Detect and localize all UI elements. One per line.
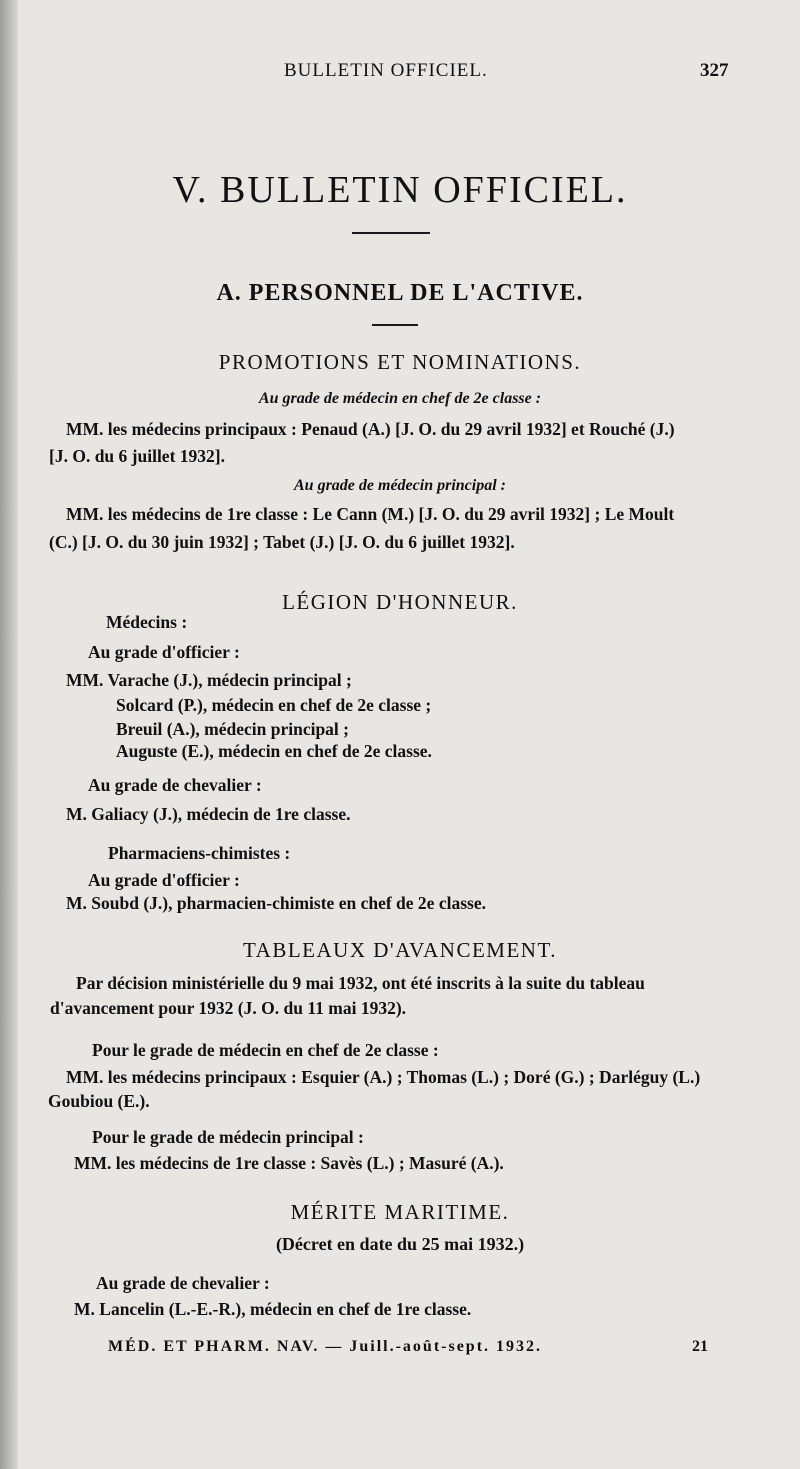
promotions-grade-1: Au grade de médecin en chef de 2e classe : — [258, 390, 542, 407]
footer-journal: MÉD. ET PHARM. NAV. — Juill.-août-sept. 1932. — [108, 1338, 543, 1355]
legion-line: M. Soubd (J.), pharmacien-chimiste en chef de 2e classe. — [66, 893, 486, 913]
legion-line: MM. Varache (J.), médecin principal ; — [66, 670, 352, 690]
promotions-heading: PROMOTIONS ET NOMINATIONS. — [218, 350, 582, 374]
tableaux-line: MM. les médecins principaux : Esquier (A.) ; Thomas (L.) ; Doré (G.) ; Darléguy (L.) — [66, 1067, 701, 1087]
merite-decret: (Décret en date du 25 mai 1932.) — [275, 1234, 525, 1254]
legion-line: Au grade de chevalier : — [88, 775, 262, 795]
legion-heading: LÉGION D'HONNEUR. — [282, 590, 518, 614]
merite-heading: MÉRITE MARITIME. — [290, 1200, 510, 1224]
tableaux-line: Pour le grade de médecin principal : — [92, 1127, 364, 1147]
legion-line: Solcard (P.), médecin en chef de 2e classe ; — [116, 695, 432, 715]
legion-line: Au grade d'officier : — [88, 870, 240, 890]
merite-line: M. Lancelin (L.-E.-R.), médecin en chef de 1re classe. — [74, 1299, 472, 1319]
section-title: V. BULLETIN OFFICIEL. — [172, 169, 628, 211]
legion-line: Breuil (A.), médecin principal ; — [116, 719, 349, 739]
footer-signature: 21 — [692, 1338, 708, 1355]
merite-line: Au grade de chevalier : — [96, 1273, 270, 1293]
tableaux-line: Goubiou (E.). — [48, 1091, 150, 1111]
tableaux-heading: TABLEAUX D'AVANCEMENT. — [243, 938, 557, 962]
legion-line: Médecins : — [106, 612, 188, 632]
tableaux-line: d'avancement pour 1932 (J. O. du 11 mai 1932). — [50, 998, 407, 1018]
legion-line: Au grade d'officier : — [88, 642, 240, 662]
promotions-line: (C.) [J. O. du 30 juin 1932] ; Tabet (J.) [J. O. du 6 juillet 1932]. — [49, 532, 515, 552]
page-footer — [0, 1338, 800, 1368]
page-header — [0, 60, 800, 90]
sub-title: A. PERSONNEL DE L'ACTIVE. — [216, 280, 584, 306]
promotions-grade-2: Au grade de médecin principal : — [294, 477, 506, 494]
promotions-line: MM. les médecins principaux : Penaud (A.) [J. O. du 29 avril 1932] et Rouché (J.) — [66, 419, 675, 439]
promotions-line: MM. les médecins de 1re classe : Le Cann (M.) [J. O. du 29 avril 1932] ; Le Moult — [66, 504, 675, 524]
legion-line: Auguste (E.), médecin en chef de 2e classe. — [116, 741, 432, 761]
legion-line: M. Galiacy (J.), médecin de 1re classe. — [66, 804, 351, 824]
tableaux-line: Par décision ministérielle du 9 mai 1932, ont été inscrits à la suite du tableau — [76, 973, 645, 993]
legion-line: Pharmaciens-chimistes : — [108, 843, 291, 863]
promotions-line: [J. O. du 6 juillet 1932]. — [49, 446, 225, 466]
title-rule — [352, 232, 430, 234]
tableaux-line: Pour le grade de médecin en chef de 2e classe : — [92, 1040, 439, 1060]
running-title: BULLETIN OFFICIEL. — [284, 60, 488, 81]
tableaux-line: MM. les médecins de 1re classe : Savès (L.) ; Masuré (A.). — [74, 1153, 504, 1173]
page-number: 327 — [700, 60, 729, 81]
subtitle-rule — [372, 324, 418, 326]
